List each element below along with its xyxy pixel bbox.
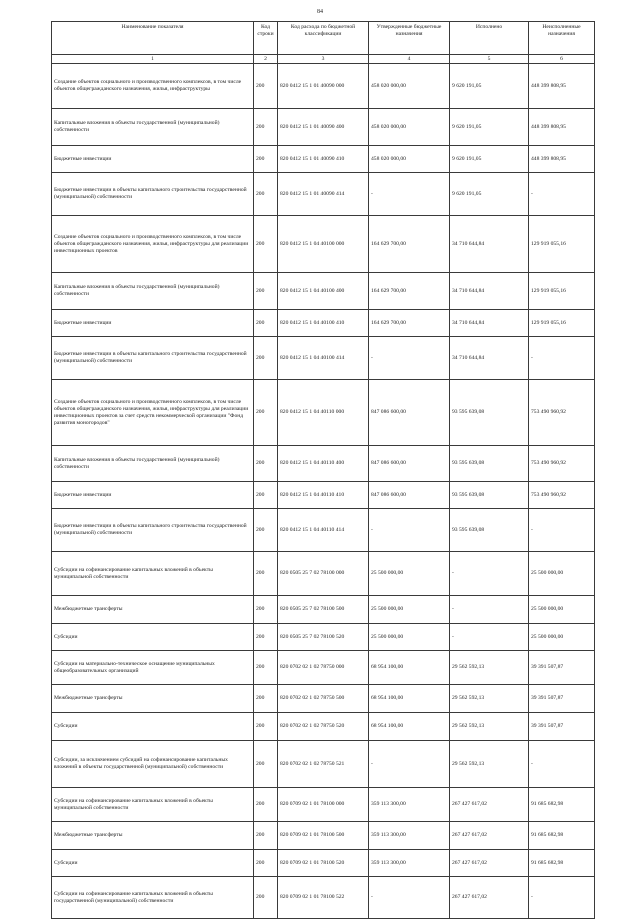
- row-approved-amount: -: [369, 877, 450, 919]
- row-executed-amount: 34 710 644,84: [450, 337, 529, 380]
- table-row: [52, 310, 595, 337]
- row-unexecuted-amount: 753 490 960,92: [529, 446, 595, 482]
- row-approved-amount: 847 086 600,00: [369, 482, 450, 509]
- header-unexecuted: Неисполненные назначения: [529, 22, 595, 55]
- row-line-code: 200: [254, 216, 278, 273]
- row-approved-amount: 458 020 000,00: [369, 146, 450, 173]
- row-indicator-name: Бюджетные инвестиции в объекты капитального строительства государственной (муниципальной) собственности: [52, 509, 254, 552]
- row-executed-amount: 93 595 639,08: [450, 380, 529, 446]
- row-budget-code: 820 0702 02 1 02 78750 000: [278, 651, 369, 685]
- row-line-code: 200: [254, 788, 278, 822]
- row-line-code: 200: [254, 624, 278, 651]
- row-unexecuted-amount: 129 919 055,16: [529, 216, 595, 273]
- row-indicator-name: Бюджетные инвестиции: [52, 482, 254, 509]
- row-budget-code: 820 0412 15 1 04 40110 400: [278, 446, 369, 482]
- row-budget-code: 820 0709 02 1 01 78100 500: [278, 822, 369, 850]
- row-line-code: 200: [254, 850, 278, 877]
- table-row: [52, 109, 595, 146]
- table-row: [52, 173, 595, 216]
- row-approved-amount: 25 500 000,00: [369, 552, 450, 596]
- row-indicator-name: Капитальные вложения в объекты государственной (муниципальной) собственности: [52, 446, 254, 482]
- row-budget-code: 820 0412 15 1 04 40100 410: [278, 310, 369, 337]
- column-number: 3: [278, 55, 369, 64]
- row-approved-amount: 68 954 100,00: [369, 685, 450, 713]
- row-line-code: 200: [254, 741, 278, 788]
- row-indicator-name: Субсидии на софинансирование капитальных вложений в объекты муниципальной собственности: [52, 788, 254, 822]
- row-unexecuted-amount: 39 391 507,87: [529, 713, 595, 741]
- row-unexecuted-amount: 448 399 808,95: [529, 109, 595, 146]
- column-number-row: [52, 55, 595, 64]
- row-unexecuted-amount: 753 490 960,92: [529, 380, 595, 446]
- row-approved-amount: 847 086 600,00: [369, 446, 450, 482]
- table-row: [52, 850, 595, 877]
- row-budget-code: 820 0709 02 1 01 78100 000: [278, 788, 369, 822]
- row-line-code: 200: [254, 64, 278, 109]
- table-row: [52, 146, 595, 173]
- table-row: [52, 380, 595, 446]
- row-approved-amount: 847 086 600,00: [369, 380, 450, 446]
- row-budget-code: 820 0702 02 1 02 78750 520: [278, 713, 369, 741]
- row-indicator-name: Бюджетные инвестиции: [52, 146, 254, 173]
- row-indicator-name: Межбюджетные трансферты: [52, 596, 254, 624]
- header-indicator-name: Наименование показателя: [52, 22, 254, 55]
- row-line-code: 200: [254, 446, 278, 482]
- row-executed-amount: 9 620 191,05: [450, 109, 529, 146]
- row-approved-amount: -: [369, 509, 450, 552]
- row-indicator-name: Создание объектов социального и производственного комплексов, в том числе объектов общегражданского назначения, жилья, инфраструктуры для реализации инвестиционных проектов: [52, 216, 254, 273]
- row-budget-code: 820 0412 15 1 04 40110 000: [278, 380, 369, 446]
- row-line-code: 200: [254, 146, 278, 173]
- row-budget-code: 820 0709 02 1 01 78100 522: [278, 877, 369, 919]
- row-approved-amount: 164 629 700,00: [369, 310, 450, 337]
- row-line-code: 200: [254, 482, 278, 509]
- table-row: [52, 685, 595, 713]
- row-executed-amount: 34 710 644,84: [450, 216, 529, 273]
- row-approved-amount: 164 629 700,00: [369, 216, 450, 273]
- row-executed-amount: 34 710 644,84: [450, 310, 529, 337]
- row-indicator-name: Субсидии: [52, 624, 254, 651]
- row-unexecuted-amount: -: [529, 509, 595, 552]
- row-executed-amount: 9 620 191,05: [450, 173, 529, 216]
- table-row: [52, 482, 595, 509]
- row-executed-amount: 29 562 592,13: [450, 651, 529, 685]
- row-executed-amount: -: [450, 552, 529, 596]
- row-unexecuted-amount: 25 500 000,00: [529, 624, 595, 651]
- row-executed-amount: 267 427 617,02: [450, 788, 529, 822]
- table-row: [52, 64, 595, 109]
- row-executed-amount: 267 427 617,02: [450, 822, 529, 850]
- row-indicator-name: Субсидии на материально-техническое оснащение муниципальных общеобразовательных организаций: [52, 651, 254, 685]
- row-unexecuted-amount: 39 391 507,87: [529, 651, 595, 685]
- table-row: [52, 788, 595, 822]
- row-indicator-name: Субсидии на софинансирование капитальных вложений в объекты муниципальной собственности: [52, 552, 254, 596]
- row-budget-code: 820 0412 15 1 04 40110 414: [278, 509, 369, 552]
- row-line-code: 200: [254, 337, 278, 380]
- row-unexecuted-amount: 448 399 808,95: [529, 64, 595, 109]
- table-row: [52, 446, 595, 482]
- row-unexecuted-amount: -: [529, 741, 595, 788]
- row-approved-amount: 359 113 300,00: [369, 822, 450, 850]
- row-unexecuted-amount: 129 919 055,16: [529, 273, 595, 310]
- row-line-code: 200: [254, 651, 278, 685]
- row-unexecuted-amount: -: [529, 337, 595, 380]
- row-line-code: 200: [254, 685, 278, 713]
- column-number: 5: [450, 55, 529, 64]
- row-unexecuted-amount: 39 391 507,87: [529, 685, 595, 713]
- table-row: [52, 596, 595, 624]
- row-budget-code: 820 0412 15 1 01 40090 410: [278, 146, 369, 173]
- header-approved: Утвержденные бюджетные назначения: [369, 22, 450, 55]
- column-number: 6: [529, 55, 595, 64]
- table-row: [52, 877, 595, 919]
- row-budget-code: 820 0412 15 1 04 40110 410: [278, 482, 369, 509]
- row-budget-code: 820 0505 25 7 02 78100 000: [278, 552, 369, 596]
- table-row: [52, 509, 595, 552]
- row-line-code: 200: [254, 509, 278, 552]
- row-executed-amount: 34 710 644,84: [450, 273, 529, 310]
- row-executed-amount: 9 620 191,05: [450, 146, 529, 173]
- row-executed-amount: 9 620 191,05: [450, 64, 529, 109]
- row-budget-code: 820 0412 15 1 01 40090 000: [278, 64, 369, 109]
- row-budget-code: 820 0412 15 1 01 40090 400: [278, 109, 369, 146]
- row-indicator-name: Бюджетные инвестиции в объекты капитального строительства государственной (муниципальной) собственности: [52, 337, 254, 380]
- row-executed-amount: 29 562 592,13: [450, 685, 529, 713]
- table-row: [52, 624, 595, 651]
- row-executed-amount: 29 562 592,13: [450, 713, 529, 741]
- row-approved-amount: 458 020 000,00: [369, 64, 450, 109]
- table-row: [52, 216, 595, 273]
- row-executed-amount: 93 595 639,08: [450, 509, 529, 552]
- row-approved-amount: 25 500 000,00: [369, 596, 450, 624]
- row-unexecuted-amount: 91 685 682,98: [529, 850, 595, 877]
- row-approved-amount: -: [369, 741, 450, 788]
- table-row: [52, 273, 595, 310]
- row-indicator-name: Межбюджетные трансферты: [52, 822, 254, 850]
- row-indicator-name: Субсидии: [52, 713, 254, 741]
- row-approved-amount: 359 113 300,00: [369, 850, 450, 877]
- row-line-code: 200: [254, 173, 278, 216]
- row-indicator-name: Субсидии, за исключением субсидий на софинансирование капитальных вложений в объекты государственной (муниципальной) собственности: [52, 741, 254, 788]
- row-executed-amount: 267 427 617,02: [450, 877, 529, 919]
- row-executed-amount: 29 562 592,13: [450, 741, 529, 788]
- row-line-code: 200: [254, 310, 278, 337]
- row-budget-code: 820 0709 02 1 01 78100 520: [278, 850, 369, 877]
- row-unexecuted-amount: 448 399 808,95: [529, 146, 595, 173]
- row-approved-amount: 25 500 000,00: [369, 624, 450, 651]
- row-unexecuted-amount: -: [529, 877, 595, 919]
- row-indicator-name: Создание объектов социального и производственного комплексов, в том числе объектов общегражданского назначения, жилья, инфраструктуры: [52, 64, 254, 109]
- row-budget-code: 820 0505 25 7 02 78100 500: [278, 596, 369, 624]
- row-unexecuted-amount: 129 919 055,16: [529, 310, 595, 337]
- table-header-row: [52, 22, 595, 55]
- row-line-code: 200: [254, 380, 278, 446]
- column-number: 2: [254, 55, 278, 64]
- row-unexecuted-amount: 25 500 000,00: [529, 596, 595, 624]
- column-number: 4: [369, 55, 450, 64]
- table-row: [52, 651, 595, 685]
- row-line-code: 200: [254, 596, 278, 624]
- row-budget-code: 820 0702 02 1 02 78750 500: [278, 685, 369, 713]
- row-indicator-name: Создание объектов социального и производственного комплексов, в том числе объектов общегражданского назначения, жилья, инфраструктуры для реализации инвестиционных проектов за счет средств некоммерческой организации "Фонд развития моногородов": [52, 380, 254, 446]
- page-number: 84: [317, 9, 323, 15]
- row-approved-amount: -: [369, 337, 450, 380]
- row-line-code: 200: [254, 552, 278, 596]
- table-body: [52, 64, 595, 919]
- table-row: [52, 822, 595, 850]
- row-unexecuted-amount: -: [529, 173, 595, 216]
- row-indicator-name: Капитальные вложения в объекты государственной (муниципальной) собственности: [52, 273, 254, 310]
- row-indicator-name: Бюджетные инвестиции в объекты капитального строительства государственной (муниципальной) собственности: [52, 173, 254, 216]
- row-indicator-name: Субсидии на софинансирование капитальных вложений в объекты государственной (муниципальной) собственности: [52, 877, 254, 919]
- row-unexecuted-amount: 91 685 682,98: [529, 788, 595, 822]
- row-unexecuted-amount: 25 500 000,00: [529, 552, 595, 596]
- row-budget-code: 820 0412 15 1 04 40100 414: [278, 337, 369, 380]
- row-budget-code: 820 0412 15 1 04 40100 000: [278, 216, 369, 273]
- row-approved-amount: 164 629 700,00: [369, 273, 450, 310]
- row-executed-amount: 267 427 617,02: [450, 850, 529, 877]
- table-row: [52, 713, 595, 741]
- row-indicator-name: Субсидии: [52, 850, 254, 877]
- table-row: [52, 741, 595, 788]
- row-line-code: 200: [254, 109, 278, 146]
- table-row: [52, 337, 595, 380]
- row-executed-amount: -: [450, 596, 529, 624]
- row-budget-code: 820 0702 02 1 02 78750 521: [278, 741, 369, 788]
- row-line-code: 200: [254, 273, 278, 310]
- row-indicator-name: Межбюджетные трансферты: [52, 685, 254, 713]
- header-budget-code: Код расхода по бюджетной классификации: [278, 22, 369, 55]
- row-line-code: 200: [254, 822, 278, 850]
- row-line-code: 200: [254, 877, 278, 919]
- row-line-code: 200: [254, 713, 278, 741]
- budget-execution-table: [51, 21, 595, 919]
- column-number: 1: [52, 55, 254, 64]
- row-budget-code: 820 0505 25 7 02 78100 520: [278, 624, 369, 651]
- row-executed-amount: -: [450, 624, 529, 651]
- row-unexecuted-amount: 753 490 960,92: [529, 482, 595, 509]
- header-executed: Исполнено: [450, 22, 529, 55]
- header-line-code: Код строки: [254, 22, 278, 55]
- row-approved-amount: 458 020 000,00: [369, 109, 450, 146]
- row-approved-amount: 68 954 100,00: [369, 713, 450, 741]
- row-approved-amount: 359 113 300,00: [369, 788, 450, 822]
- row-budget-code: 820 0412 15 1 04 40100 400: [278, 273, 369, 310]
- row-approved-amount: 68 954 100,00: [369, 651, 450, 685]
- row-unexecuted-amount: 91 685 682,98: [529, 822, 595, 850]
- row-approved-amount: -: [369, 173, 450, 216]
- row-budget-code: 820 0412 15 1 01 40090 414: [278, 173, 369, 216]
- row-executed-amount: 93 595 639,08: [450, 446, 529, 482]
- table-row: [52, 552, 595, 596]
- row-indicator-name: Капитальные вложения в объекты государственной (муниципальной) собственности: [52, 109, 254, 146]
- row-indicator-name: Бюджетные инвестиции: [52, 310, 254, 337]
- row-executed-amount: 93 595 639,08: [450, 482, 529, 509]
